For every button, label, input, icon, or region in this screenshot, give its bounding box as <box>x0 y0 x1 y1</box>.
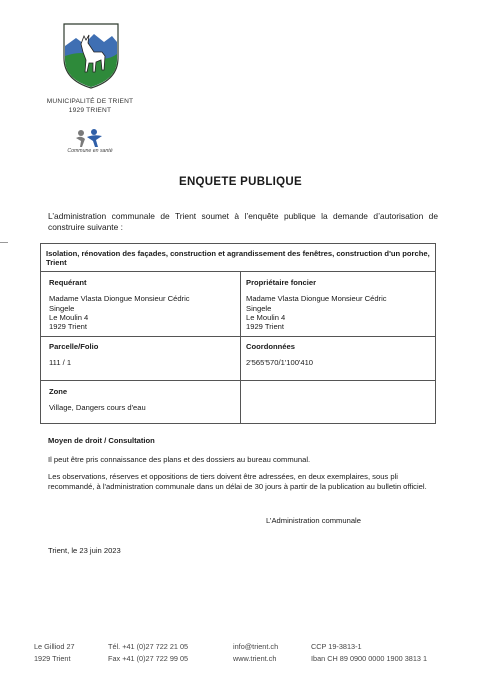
footer-bank <box>311 641 427 664</box>
date-line: Trient, le 23 juin 2023 <box>48 546 121 555</box>
requerant-line: Madame Vlasta Diongue Monsieur Cédric <box>49 294 190 304</box>
parcelle-value: 111 / 1 <box>49 358 72 368</box>
footer-fax: Fax +41 (0)27 722 99 05 <box>108 653 189 663</box>
intro-paragraph: L’administration communale de Trient soumet à l’enquête publique la demande d’autorisation de construire suivante : <box>48 211 438 232</box>
section-title: Moyen de droit / Consultation <box>48 436 155 445</box>
requerant-label: Requérant <box>49 278 87 287</box>
footer-email: info@trient.ch <box>233 642 279 651</box>
footer-ccp: CCP 19-3813-1 <box>311 642 362 651</box>
footer-phone <box>108 641 188 664</box>
document-title: ENQUETE PUBLIQUE <box>178 176 302 188</box>
table-column-divider <box>240 272 241 423</box>
table-divider <box>41 380 435 381</box>
parcelle-label: Parcelle/Folio <box>49 342 99 351</box>
municipality-postal: 1929 TRIENT <box>68 107 112 114</box>
proprietaire-line: Singele <box>246 303 272 313</box>
proprietaire-label: Propriétaire foncier <box>246 278 317 287</box>
zone-value: Village, Dangers cours d'eau <box>49 403 146 413</box>
margin-fold-mark <box>0 242 8 243</box>
footer-address-line: 1929 Trient <box>34 653 71 663</box>
table-divider <box>41 336 435 337</box>
opposition-paragraph: Les observations, réserves et oppositions de tiers doivent être adressées, en deux exemplaires, sous pli recommandé, à l'administration communale dans un délai de 30 jours à partir de la publication au bulletin officiel. <box>48 472 427 491</box>
footer-tel: Tél. +41 (0)27 722 21 05 <box>108 642 189 651</box>
commune-en-sante-label: Commune en santé <box>67 148 113 154</box>
zone-label: Zone <box>49 387 68 396</box>
footer-iban: Iban CH 89 0900 0000 1900 3813 1 <box>311 653 428 663</box>
footer-web: www.trient.ch <box>233 653 277 663</box>
zone-cell <box>49 387 235 413</box>
coordonnees-value: 2'565'570/1'100'410 <box>246 358 314 368</box>
commune-en-sante-logo <box>72 127 106 149</box>
requerant-cell <box>49 278 235 331</box>
municipality-name <box>30 97 150 115</box>
consultation-paragraph: Il peut être pris connaissance des plans et des dossiers au bureau communal. <box>48 455 311 464</box>
footer-contact <box>233 641 278 664</box>
proprietaire-cell <box>246 278 432 331</box>
municipality-title: MUNICIPALITÉ DE TRIENT <box>46 98 134 105</box>
coordonnees-cell <box>246 342 432 368</box>
requerant-line: Le Moulin 4 <box>49 312 89 322</box>
trient-crest-logo <box>62 22 120 90</box>
request-details-table <box>40 243 436 424</box>
proprietaire-line: Madame Vlasta Diongue Monsieur Cédric <box>246 294 387 304</box>
coordonnees-label: Coordonnées <box>246 342 295 351</box>
parcelle-cell <box>49 342 235 368</box>
proprietaire-line: Le Moulin 4 <box>246 312 286 322</box>
footer-address <box>34 641 75 664</box>
signature: L’Administration communale <box>266 516 361 525</box>
table-divider <box>41 271 435 272</box>
requerant-line: Singele <box>49 303 75 313</box>
project-description: Isolation, rénovation des façades, construction et agrandissement des fenêtres, construction d'un porche, Trient <box>46 249 430 267</box>
proprietaire-line: 1929 Trient <box>246 322 284 332</box>
requerant-line: 1929 Trient <box>49 322 87 332</box>
footer-address-line: Le Gilliod 27 <box>34 642 75 651</box>
